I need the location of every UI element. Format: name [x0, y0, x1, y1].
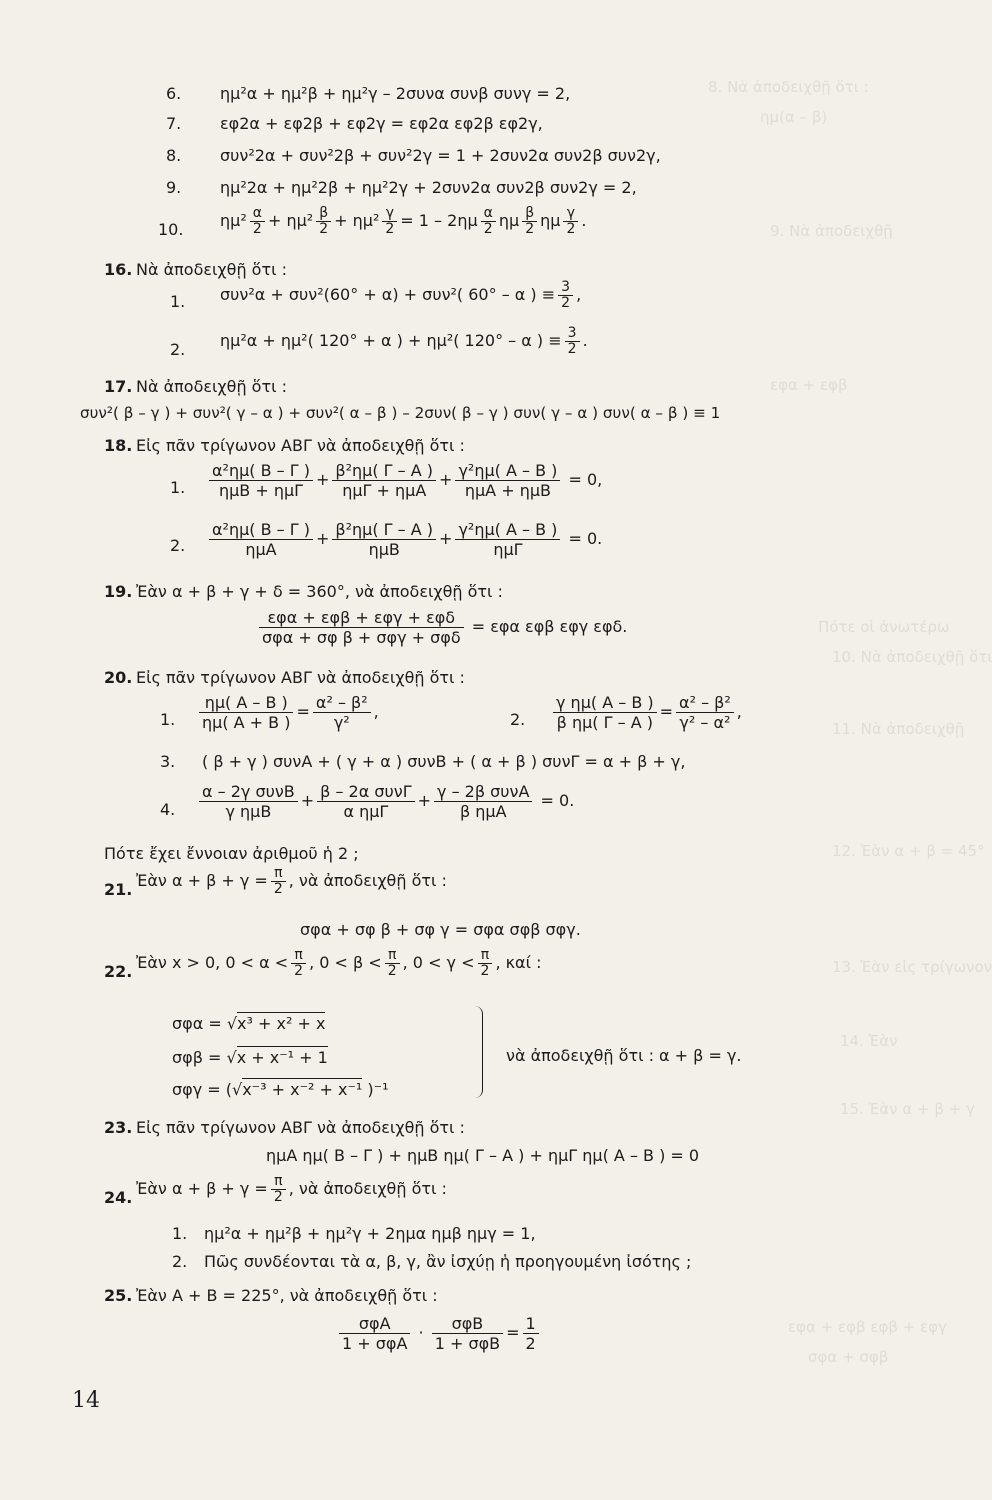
equation-half-angles: ημ² $\frac{\alpha}{2}$ + ημ² $\frac{\beta}{2}$ + ημ² $\frac{\gamma}{2}$ = 1 – 2ημ $\frac{\alpha}{2}$ ημ $\frac{\beta}{2}$ ημ $\frac{\gamma}{2}$ . [220, 205, 587, 237]
item-number: 2. [510, 710, 526, 729]
equation-row: σφα = √x³ + x² + x [172, 1014, 326, 1033]
problem-heading: Ἐὰν α + β + γ + δ = 360°, νὰ ἀποδειχθῇ ὅτι : [136, 582, 503, 601]
problem-number: 24. [104, 1188, 133, 1207]
ghost-text: ημ(α – β) [760, 108, 828, 126]
term: + ημ² [334, 211, 380, 230]
ghost-text: εφα + εφβ εφβ + εφγ [788, 1318, 947, 1336]
item-number: 1. [172, 1224, 188, 1243]
equation: εφ2α + εφ2β + εφ2γ = εφ2α εφ2β εφ2γ, [220, 114, 543, 133]
problem-number: 25. [104, 1286, 133, 1305]
term: ημ [540, 211, 561, 230]
fraction: $\frac{\text{σφΒ}}{\text{1 + σφΒ}}$ [432, 1314, 503, 1353]
item-number: 6. [166, 84, 182, 103]
fraction: $\frac{\text{γ²ημ( Α – Β )}}{\text{ημΑ + ημΒ}}$ [455, 461, 560, 500]
fraction: $\frac{\pi}{2}$ [291, 948, 306, 979]
problem-number: 21. [104, 880, 133, 899]
equation: ημ²α + ημ²( 120° + α ) + ημ²( 120° – α ) ≡ $\frac{3}{2}$ . [220, 325, 588, 357]
fraction: $\frac{\text{εφα + εφβ + εφγ + εφδ}}{\text{σφα + σφ β + σφγ + σφδ}}$ [259, 608, 464, 647]
item-number: 9. [166, 178, 182, 197]
problem-heading: Εἰς πᾶν τρίγωνον ΑΒΓ νὰ ἀποδειχθῇ ὅτι : [136, 1118, 465, 1137]
fraction: $\frac{\pi}{2}$ [271, 866, 286, 897]
equation: $\frac{\eta\mu( A - B )}{\eta\mu( A + B )}$ = $\frac{\text{α² – β²}}{\text{γ²}}$ , [196, 693, 379, 732]
problem-heading: Ἐὰν Α + Β = 225°, νὰ ἀποδειχθῇ ὅτι : [136, 1286, 438, 1305]
equation: ημ²α + ημ²β + ημ²γ + 2ημα ημβ ημγ = 1, [204, 1224, 536, 1243]
ghost-text: 15. Ἐὰν α + β + γ [840, 1100, 975, 1118]
fraction: $\frac{\text{γ²ημ( Α – Β )}}{\text{ημΓ}}$ [455, 520, 560, 559]
term: ημ² [220, 211, 247, 230]
problem-heading: Ἐὰν α + β + γ = $\frac{\pi}{2}$ , νὰ ἀποδειχθῇ ὅτι : [136, 1173, 447, 1205]
ghost-text: 12. Ἐὰν α + β = 45° [832, 842, 985, 860]
equation-row: σφγ = (√x⁻³ + x⁻² + x⁻¹ )⁻¹ [172, 1080, 389, 1099]
equation-row: σφβ = √x + x⁻¹ + 1 [172, 1048, 328, 1067]
problem-heading: Νὰ ἀποδειχθῇ ὅτι : [136, 377, 287, 396]
item-number: 7. [166, 114, 182, 133]
equation: ( β + γ ) συνΑ + ( γ + α ) συνΒ + ( α + β ) συνΓ = α + β + γ, [202, 752, 686, 771]
equation: $\frac{\text{εφα + εφβ + εφγ + εφδ}}{\text{σφα + σφ β + σφγ + σφδ}}$ = εφα εφβ εφγ εφδ. [256, 608, 627, 647]
fraction: $\frac{1}{2}$ [523, 1314, 539, 1353]
item-number: 10. [158, 220, 184, 239]
problem-number: 16. [104, 260, 133, 279]
equation: συν²2α + συν²2β + συν²2γ = 1 + 2συν2α συν2β συν2γ, [220, 146, 661, 165]
equation: $\frac{\text{σφΑ}}{\text{1 + σφΑ}}$ · $\frac{\text{σφΒ}}{\text{1 + σφΒ}}$ = $\frac{1}{2}$ [336, 1314, 542, 1353]
term: + ημ² [267, 211, 314, 230]
ghost-text: 9. Νὰ ἀποδειχθῇ [770, 222, 893, 240]
conclusion: νὰ ἀποδειχθῇ ὅτι : α + β = γ. [506, 1046, 742, 1065]
equation: $\frac{\text{α – 2γ συνΒ}}{\text{γ ημΒ}}$ + $\frac{\text{β – 2α συνΓ}}{\text{α ημΓ}}$ + $\frac{\text{γ – 2β συνΑ}}{\text{β ημΑ}}$ = 0. [196, 782, 574, 821]
fraction: $\frac{\text{σφΑ}}{\text{1 + σφΑ}}$ [339, 1314, 410, 1353]
ghost-text: 10. Νὰ ἀποδειχθῇ ὅτι [832, 648, 992, 666]
item-number: 3. [160, 752, 176, 771]
page-number: 14 [72, 1388, 100, 1413]
fraction: $\frac{\alpha}{2}$ [250, 206, 265, 237]
equation: ημ²α + ημ²β + ημ²γ – 2συνα συνβ συνγ = 2, [220, 84, 571, 103]
question-text: Πότε ἔχει ἔννοιαν ἀριθμοῦ ἡ 2 ; [104, 844, 359, 863]
fraction: $\frac{\gamma}{2}$ [563, 206, 578, 237]
fraction: $\frac{\text{γ ημ( Α – Β )}}{\text{β ημ( Γ – Α )}}$ [553, 693, 657, 732]
fraction: $\frac{\text{β – 2α συνΓ}}{\text{α ημΓ}}$ [317, 782, 414, 821]
term: ημ [498, 211, 520, 230]
fraction: $\frac{\pi}{2}$ [478, 948, 493, 979]
fraction: $\frac{\text{α² – β²}}{\text{γ²}}$ [313, 693, 371, 732]
right-brace [470, 1006, 483, 1098]
fraction: $\frac{\eta\mu( A - B )}{\eta\mu( A + B )}$ [199, 693, 293, 732]
problem-heading: Νὰ ἀποδειχθῇ ὅτι : [136, 260, 287, 279]
radicand: x⁻³ + x⁻² + x⁻¹ [242, 1080, 363, 1099]
equation: $\frac{\text{α²ημ( Β – Γ )}}{\text{ημΒ + ημΓ}}$ + $\frac{\text{β²ημ( Γ – Α )}}{\text{ημΓ + ημΑ}}$ + $\frac{\text{γ²ημ( Α – Β )}}{\text{ημΑ + ημΒ}}$ = 0, [206, 461, 602, 500]
fraction: $\frac{\text{β²ημ( Γ – Α )}}{\text{ημΒ}}$ [332, 520, 436, 559]
fraction: $\frac{\beta}{2}$ [522, 206, 537, 237]
radicand: x³ + x² + x [237, 1014, 326, 1033]
fraction: $\frac{3}{2}$ [558, 280, 573, 311]
problem-number: 19. [104, 582, 133, 601]
fraction: $\frac{\beta}{2}$ [316, 206, 331, 237]
equation: $\frac{\text{α²ημ( Β – Γ )}}{\text{ημΑ}}$ + $\frac{\text{β²ημ( Γ – Α )}}{\text{ημΒ}}$ + $\frac{\text{γ²ημ( Α – Β )}}{\text{ημΓ}}$ = 0. [206, 520, 602, 559]
ghost-text: σφα + σφβ [808, 1348, 889, 1366]
ghost-text: 8. Νὰ ἀποδειχθῇ ὅτι : [708, 78, 869, 96]
fraction: $\frac{3}{2}$ [565, 326, 580, 357]
ghost-text: 13. Ἐὰν εἰς τρίγωνον [832, 958, 992, 976]
item-number: 2. [170, 536, 186, 555]
fraction: $\frac{\text{α²ημ( Β – Γ )}}{\text{ημΒ + ημΓ}}$ [209, 461, 313, 500]
item-number: 2. [170, 340, 186, 359]
fraction: $\frac{\text{α²ημ( Β – Γ )}}{\text{ημΑ}}$ [209, 520, 313, 559]
ghost-text: Πότε οἱ ἀνωτέρω [818, 618, 950, 636]
fraction: $\frac{\pi}{2}$ [271, 1174, 286, 1205]
item-number: 8. [166, 146, 182, 165]
fraction: $\frac{\pi}{2}$ [385, 948, 400, 979]
equation: $\frac{\text{γ ημ( Α – Β )}}{\text{β ημ( Γ – Α )}}$ = $\frac{\text{α² – β²}}{\text{γ² – α²}}$ , [550, 693, 742, 732]
problem-heading: Ἐὰν α + β + γ = $\frac{\pi}{2}$ , νὰ ἀποδειχθῇ ὅτι : [136, 865, 447, 897]
fraction: $\frac{\text{α² – β²}}{\text{γ² – α²}}$ [676, 693, 734, 732]
radicand: x + x⁻¹ + 1 [236, 1048, 328, 1067]
equation: συν²( β – γ ) + συν²( γ – α ) + συν²( α – β ) – 2συν( β – γ ) συν( γ – α ) συν( α – β ) ≡ 1 [80, 404, 721, 422]
item-number: 1. [170, 292, 186, 311]
fraction: $\frac{\text{α – 2γ συνΒ}}{\text{γ ημΒ}}$ [199, 782, 298, 821]
term: = 1 – 2ημ [400, 211, 478, 230]
item-number: 1. [160, 710, 176, 729]
item-number: 1. [170, 478, 186, 497]
fraction: $\frac{\text{γ – 2β συνΑ}}{\text{β ημΑ}}$ [434, 782, 532, 821]
fraction: $\frac{\alpha}{2}$ [481, 206, 496, 237]
equation: ημΑ ημ( Β – Γ ) + ημΒ ημ( Γ – Α ) + ημΓ ημ( Α – Β ) = 0 [266, 1146, 700, 1165]
fraction: $\frac{\gamma}{2}$ [382, 206, 397, 237]
problem-number: 20. [104, 668, 133, 687]
ghost-text: 11. Νὰ ἀποδειχθῇ [832, 720, 965, 738]
problem-number: 18. [104, 436, 133, 455]
problem-heading: Ἐὰν x > 0, 0 < α < $\frac{\pi}{2}$ , 0 < β < $\frac{\pi}{2}$ , 0 < γ < $\frac{\pi}{2}$ , καί : [136, 947, 542, 979]
fraction: $\frac{\text{β²ημ( Γ – Α )}}{\text{ημΓ + ημΑ}}$ [332, 461, 436, 500]
equation: σφα + σφ β + σφ γ = σφα σφβ σφγ. [300, 920, 581, 939]
problem-number: 22. [104, 962, 133, 981]
ghost-text: 14. Ἐὰν [840, 1032, 898, 1050]
equation: συν²α + συν²(60° + α) + συν²( 60° – α ) ≡ $\frac{3}{2}$ , [220, 279, 582, 311]
equation: ημ²2α + ημ²2β + ημ²2γ + 2συν2α συν2β συν2γ = 2, [220, 178, 637, 197]
problem-number: 17. [104, 377, 133, 396]
problem-heading: Εἰς πᾶν τρίγωνον ΑΒΓ νὰ ἀποδειχθῇ ὅτι : [136, 668, 465, 687]
question-text: Πῶς συνδέονται τὰ α, β, γ, ἂν ἰσχύῃ ἡ προηγουμένη ἰσότης ; [204, 1252, 692, 1271]
item-number: 2. [172, 1252, 188, 1271]
problem-number: 23. [104, 1118, 133, 1137]
ghost-text: εφα + εφβ [770, 376, 848, 394]
item-number: 4. [160, 800, 176, 819]
problem-heading: Εἰς πᾶν τρίγωνον ΑΒΓ νὰ ἀποδειχθῇ ὅτι : [136, 436, 465, 455]
